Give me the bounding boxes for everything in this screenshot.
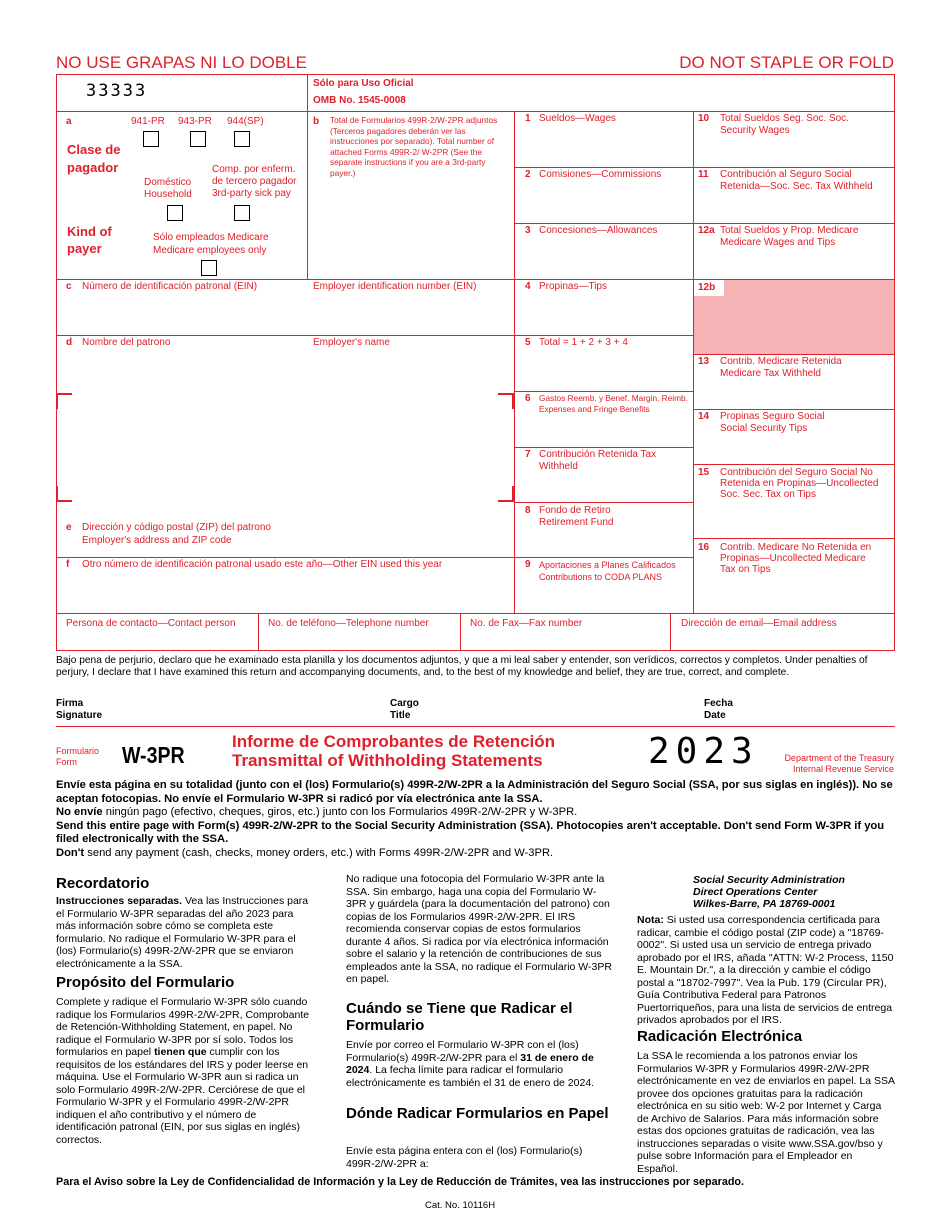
medicare-only-es: Sólo empleados Medicare [153,232,269,243]
box-d-letter: d [66,337,73,348]
checkbox-household[interactable] [167,205,183,221]
form-id: W-3PR [122,742,185,768]
option-sickpay: Comp. por enferm. de tercero pagador 3rd-party sick pay [212,164,297,199]
box-6-label: 6 Gastos Reemb. y Benef. Margin. Reimb. Expenses and Fringe Benefits [525,393,688,414]
electronic-filing-text: La SSA le recomienda a los patronos enviar los Formularios W-3PR y Formularios 499R-2/W-2PR electrónicamente en vez de enviarlos en papel. La SSA provee dos opciones gratuitas para la radicación electrónica en su sitio web: W-2 por Internet y Carga de Archivo de Salarios. Para más información sobre estas dos opciones gratuitas de radicación, vea las instrucciones separadas o visite www.SSA.gov/bso y pulse sobre Información para el Empleador en Español. [637,1050,895,1175]
heading-where-to-file: Dónde Radicar Formularios en Papel [346,1105,609,1122]
box-c-letter: c [66,281,72,292]
agency: Department of the Treasury Internal Revenue Service [784,753,894,774]
corner-mark [56,393,72,409]
box-8-label: 8 Fondo de Retiro Retirement Fund [525,505,614,528]
box-b-label: Total de Formularios 499R-2/W-2PR adjuntos (Terceros pagadores deberán ver las instrucciones por separado). Total number of attached Forms 499R-2/ W-2PR (See the separate instructions if you are a 3rd-party payer.) [330,115,498,178]
fax-label: No. de Fax—Fax number [470,618,583,629]
box-11-label: 11 Contribución al Seguro Social Retenida—Soc. Sec. Tax Withheld [698,169,873,192]
no-photocopy-text: No radique una fotocopia del Formulario W-3PR ante la SSA. Sin embargo, haga una copia del Formulario W-3PR y guárdela (para la documentación del patrono) con copias de los Formularios 499R-2/W-2PR. El IRS recomienda conservar copias de estos formularios durante 4 años. Si radica por vía electrónica información sobre el salario y la retención de contribuciones de sus empleados ante la SSA, no radique el Formulario W-3PR en papel. [346,873,612,985]
heading-when-to-file: Cuándo se Tiene que Radicar el Formulario [346,1000,573,1034]
box-12b-shaded[interactable] [694,280,894,354]
where-to-file-text: Envíe esta página entera con el (los) Formulario(s) 499R-2/W-2PR a: [346,1145,583,1170]
heading-purpose: Propósito del Formulario [56,974,235,991]
payer-kind-es: Clase de pagador [67,142,121,175]
official-use: Sólo para Uso Oficial [313,78,414,89]
purpose-text: Complete y radique el Formulario W-3PR sólo cuando radique los Formularios 499R-2/W-2PR, Comprobante de Retención-Withholding Statement, en papel. No radique el Formulario W-3PR por sí solo. Todos los formularios en papel tienen que cumplir con los requisitos de los estándares del IRS y poder leerse en máquina. Use el Formulario W-3PR aun si radica un solo Formulario 499R-2/W-2PR. Cerciórese de que el Formulario W-3PR y el Formulario 499R-2/W-2PR indiquen el año contributivo y el número de identificación patronal (EIN, por sus siglas en inglés) correctos. [56,996,310,1146]
ein-label-es: Número de identificación patronal (EIN) [82,281,258,292]
box-10-label: 10 Total Sueldos Seg. Soc. Soc. Security Wages [698,113,849,136]
form-label: Formulario Form [56,746,100,767]
box-12a-label: 12a Total Sueldos y Prop. Medicare Medicare Wages and Tips [698,225,859,248]
title-field[interactable]: Cargo Title [390,698,419,721]
corner-mark [498,393,514,409]
telephone-label: No. de teléfono—Telephone number [268,618,429,629]
box-b-letter: b [313,116,320,127]
form-title-es: Informe de Comprobantes de Retención [232,732,556,751]
other-ein-label: Otro número de identificación patronal usado este año—Other EIN used this year [82,559,443,570]
box-9-label: 9 Aportaciones a Planes Calificados Contributions to CODA PLANS [525,559,676,582]
checkbox-medicare-only[interactable] [201,260,217,276]
employer-name-es: Nombre del patrono [82,337,171,348]
reminder-text: Instrucciones separadas. Vea las Instrucciones para el Formulario W-3PR separadas del año 2023 para más información sobre cómo se completa este formulario. No radique el Formulario W-3PR para el (los) Formulario(s) 499R-2/W-2PR que se enviaron electrónicamente a la SSA. [56,895,309,970]
box-7-label: 7 Contribución Retenida Tax Withheld [525,449,657,472]
box-13-label: 13 Contrib. Medicare Retenida Medicare Tax Withheld [698,356,842,379]
option-household: Doméstico Household [144,177,192,200]
heading-reminder: Recordatorio [56,875,150,892]
box-a-letter: a [66,116,72,127]
privacy-notice: Para el Aviso sobre la Ley de Confidencialidad de Información y la Ley de Reducción de Trámites, vea las instrucciones por separado. [56,1176,745,1188]
ein-label-en: Employer identification number (EIN) [313,281,477,292]
box-5-label: 5 Total = 1 + 2 + 3 + 4 [525,337,628,348]
top-row [56,74,895,112]
option-941pr: 941-PR [131,116,165,127]
box-e-letter: e [66,522,72,533]
date-field[interactable]: Fecha Date [704,698,733,721]
omb-number: OMB No. 1545-0008 [313,95,406,106]
tax-year: 2023 [648,731,759,772]
box-4-label: 4 Propinas—Tips [525,281,607,292]
signature-field[interactable]: Firma Signature [56,698,103,721]
medicare-only-en: Medicare employees only [153,245,267,256]
box-1-label: 1 Sueldos—Wages [525,113,616,124]
when-to-file-text: Envíe por correo el Formulario W-3PR con el (los) Formulario(s) 499R-2/W-2PR para el 31 de enero de 2024. La fecha límite para radicar el formulario electrónicamente es también el 31 de enero de 2024. [346,1039,595,1089]
box-2-label: 2 Comisiones—Commissions [525,169,662,180]
email-label: Dirección de email—Email address [681,618,837,629]
payer-kind-en: Kind of payer [67,224,112,256]
employer-address-es: Dirección y código postal (ZIP) del patrono [82,522,271,533]
perjury-statement: Bajo pena de perjurio, declaro que he examinado esta planilla y los documentos adjuntos, y que a mi leal saber y entender, son verídicos, correctos y completos. Under penalties of perjury, I declare that I have examined this return and accompanying documents, and, to the best of my knowledge and belief, they are true, correct, and complete. [56,655,868,678]
corner-mark [498,486,514,502]
no-staple-warning-es: NO USE GRAPAS NI LO DOBLE [56,53,307,72]
box-f-letter: f [66,559,70,570]
checkbox-943pr[interactable] [190,131,206,147]
box-15-label: 15 Contribución del Seguro Social No Retenida en Propinas—Uncollected Soc. Sec. Tax on Tips [698,467,879,500]
note-text: Nota: Si usted usa correspondencia certificada para radicar, cambie el código postal (ZIP code) a "18769-0002". Si usted usa un servicio de entrega privado aprobado por el IRS, añada "ATTN: W-2 Process, 1150 E. Mountain Dr.", a la dirección y cambie el código postal a "18702-7997". Vea la Pub. 179 (Circular PR), Guía Contributiva Federal para Patronos Puertorriqueños, para una lista de servicios de entrega privados aprobados por el IRS. [637,914,894,1026]
checkbox-sickpay[interactable] [234,205,250,221]
no-staple-warning-en: DO NOT STAPLE OR FOLD [679,53,894,72]
box-14-label: 14 Propinas Seguro Social Social Security Tips [698,411,825,434]
form-title-en: Transmittal of Withholding Statements [232,751,543,770]
checkbox-944sp[interactable] [234,131,250,147]
box-16-label: 16 Contrib. Medicare No Retenida en Propinas—Uncollected Medicare Tax on Tips [698,542,872,575]
box-3-label: 3 Concesiones—Allowances [525,225,658,236]
option-943pr: 943-PR [178,116,212,127]
catalog-number: Cat. No. 10116H [425,1200,496,1211]
employer-address-en: Employer's address and ZIP code [82,535,232,546]
send-instructions: Envíe esta página en su totalidad (junto con el (los) Formulario(s) 499R-2/W-2PR a la Administración del Seguro Social (SSA, por sus siglas en inglés)). No se aceptan fotocopias. No envíe el Formulario W-3PR si radicó por vía electrónica ante la SSA. No envíe ningún pago (efectivo, cheques, giros, etc.) junto con los Formularios 499R-2/W-2PR y W-3PR. Send this entire page with Form(s) 499R-2/W-2PR to the Social Security Administration (SSA). Photocopies aren't acceptable. Don't send Form W-3PR if you filed electronically with the SSA. Don't send any payment (cash, checks, money orders, etc.) with Forms 499R-2/W-2PR and W-3PR. [56,779,893,859]
box-12b-number: 12b [698,282,716,293]
employer-name-en: Employer's name [313,337,390,348]
option-944sp: 944(SP) [227,116,264,127]
form-code: 33333 [86,81,148,101]
heading-electronic-filing: Radicación Electrónica [637,1028,803,1045]
checkbox-941pr[interactable] [143,131,159,147]
ssa-address: Social Security Administration Direct Operations Center Wilkes-Barre, PA 18769-0001 [693,874,845,910]
contact-person-label: Persona de contacto—Contact person [66,618,236,629]
corner-mark [56,486,72,502]
